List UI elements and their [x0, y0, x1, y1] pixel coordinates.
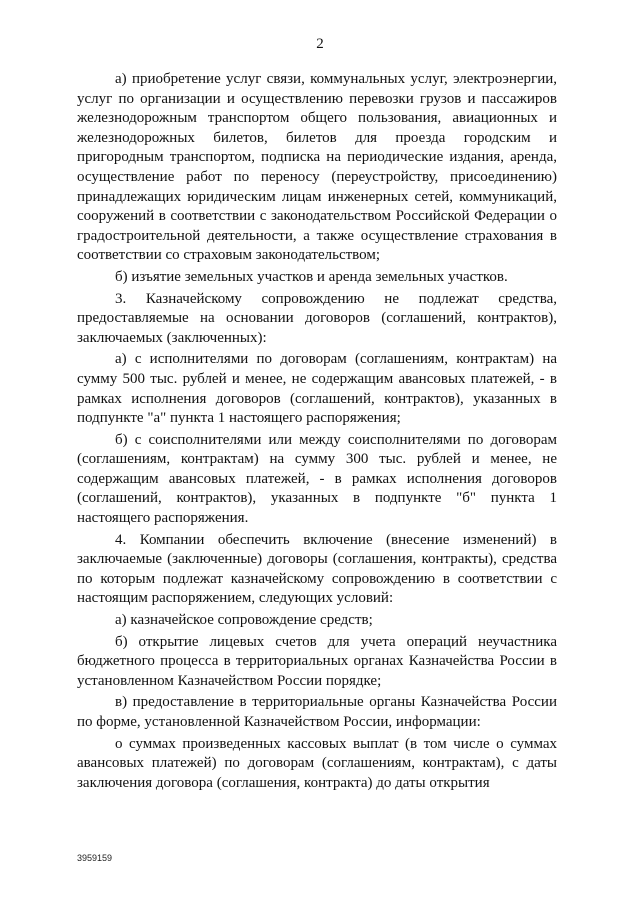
paragraph-3b-land: б) изъятие земельных участков и аренда земельных участков. — [115, 268, 508, 285]
paragraph-3a-services: а) приобретение услуг связи, коммунальных услуг, электроэнергии, услуг по организации и осуществлению перевозки грузов и пассажиров железнодорожным транспортом общего пользования, авиационных и железнодорожных билетов, билетов для проезда городским и пригородным транспортом, подписка на периодические издания, аренда, осуществление работ по переносу (переустройству, присоединению) принадлежащих юридическим лицам инженерных сетей, коммуникаций, сооружений в соответствии с законодательством Российской Федерации о градостроительной деятельности, а также осуществление страхования в соответствии со страховым законодательством; — [77, 71, 557, 264]
document-body — [77, 70, 557, 793]
document-code: 3959159 — [77, 853, 113, 863]
paragraph-item-4c-payments: о суммах произведенных кассовых выплат (в том числе о суммах авансовых платежей) по договорам (соглашениям, контрактам), с даты заключения договора (соглашения, контракта) до даты открытия — [77, 735, 557, 791]
paragraph-item-4: 4. Компании обеспечить включение (внесение изменений) в заключаемые (заключенные) договоры (соглашения, контракты), средства по которым подлежат казначейскому сопровождению в соответствии с настоящим распоряжением, следующих условий: — [77, 531, 557, 607]
paragraph-item-4a: а) казначейское сопровождение средств; — [115, 612, 373, 629]
paragraph-item-4c: в) предоставление в территориальные органы Казначейства России по форме, установленной Казначейством России, информации: — [77, 694, 557, 730]
paragraph-item-3: 3. Казначейскому сопровождению не подлежат средства, предоставляемые на основании договоров (соглашений, контрактов), заключаемых (заключенных): — [77, 290, 557, 346]
page-number: 2 — [316, 36, 324, 52]
paragraph-item-3b: б) с соисполнителями или между соисполнителями по договорам (соглашениям, контрактам) на сумму 300 тыс. рублей и менее, не содержащим авансовых платежей, - в рамках исполнения договоров (соглашений, контрактов), указанных в подпункте "б" пункта 1 настоящего распоряжения. — [77, 431, 557, 527]
paragraph-item-4b: б) открытие лицевых счетов для учета операций неучастника бюджетного процесса в территориальных органах Казначейства России в установленном Казначейством России порядке; — [77, 633, 557, 689]
paragraph-item-3a: а) с исполнителями по договорам (соглашениям, контрактам) на сумму 500 тыс. рублей и менее, не содержащим авансовых платежей, - в рамках исполнения договоров (соглашений, контрактов), указанных в подпункте "а" пункта 1 настоящего распоряжения; — [77, 351, 557, 427]
